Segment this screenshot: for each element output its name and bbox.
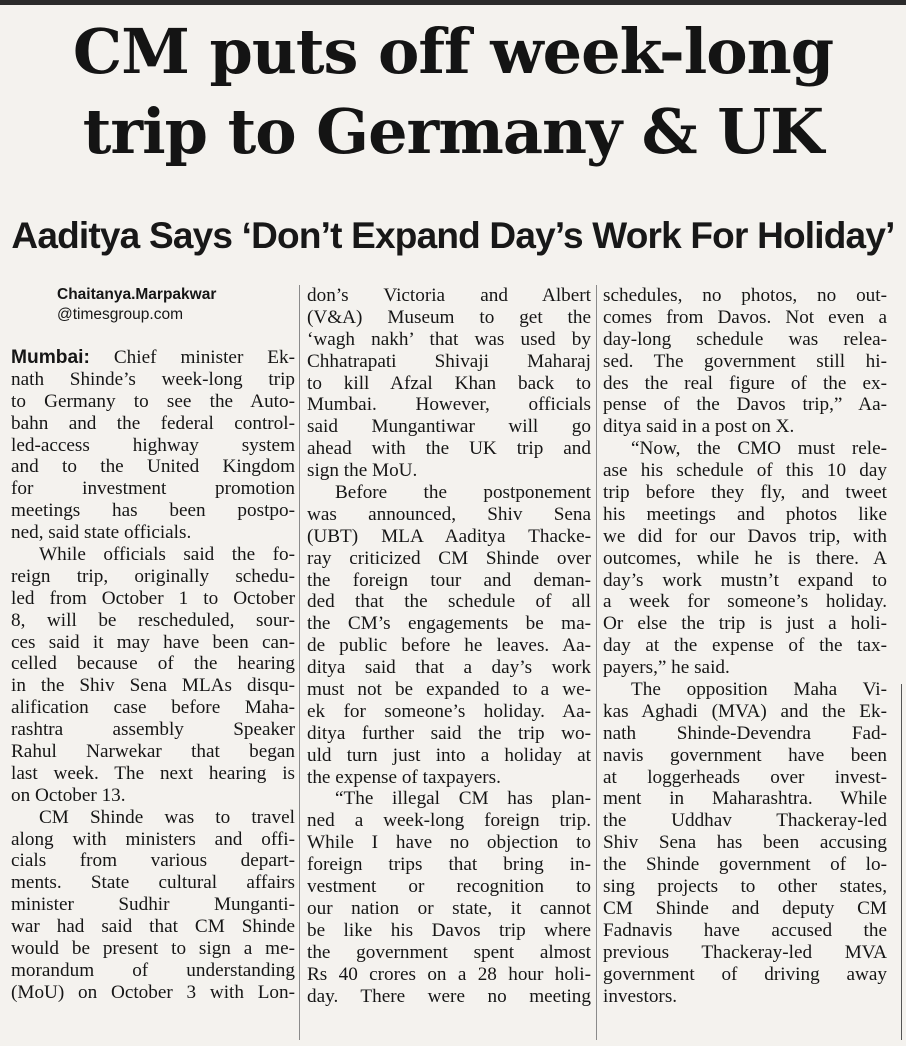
text-line [307, 986, 591, 1008]
text-line [11, 566, 295, 588]
text-line-content: day’s work mustn’t expand to [603, 569, 887, 591]
article-column-2 [307, 285, 591, 1007]
headline-line-2: trip to Germany & UK [82, 95, 824, 168]
text-line [307, 964, 591, 986]
text-line [11, 588, 295, 610]
text-line-content: outcomes, while he is there. A [603, 547, 887, 569]
text-line-content: trip before they fly, and tweet [603, 482, 887, 504]
text-line-content: ces said it may have been can- [11, 631, 295, 653]
text-line [603, 548, 887, 570]
text-line-content: vestment or recognition to [307, 876, 591, 898]
text-line-content: (V&A) Museum to get the [307, 306, 591, 328]
text-line-content: pense of the Davos trip,” Aa- [603, 394, 887, 416]
text-line-content: the Uddhav Thackeray-led [603, 810, 887, 832]
text-line [11, 500, 295, 522]
text-line [11, 413, 295, 435]
subheadline: Aaditya Says ‘Don’t Expand Day’s Work For Holiday’ [11, 215, 895, 256]
text-line [11, 719, 295, 741]
text-line [11, 938, 295, 960]
text-line [307, 657, 591, 679]
text-line [603, 745, 887, 767]
text-line-content: in the Shiv Sena MLAs disqu- [11, 675, 295, 697]
text-line [603, 438, 887, 460]
text-line-content: CM Shinde was to travel [39, 806, 295, 828]
text-line-content: day at the expense of the tax- [603, 635, 887, 657]
text-line [603, 942, 887, 964]
text-line-content: kas Aghadi (MVA) and the Ek- [603, 700, 887, 722]
text-line-content: must not be expanded to a we- [307, 679, 591, 701]
text-line [307, 745, 591, 767]
text-line-content: ment in Maharashtra. While [603, 788, 887, 810]
text-line [307, 548, 591, 570]
text-line-content: celled because of the hearing [11, 653, 295, 675]
text-line [603, 788, 887, 810]
text-line-content: Shiv Sena has been accusing [603, 832, 887, 854]
column-body [307, 285, 591, 1007]
text-line [307, 898, 591, 920]
text-line [307, 460, 591, 482]
dateline: Mumbai: [11, 347, 90, 368]
text-line [603, 679, 887, 701]
text-line [603, 285, 887, 307]
article-column-3 [603, 285, 887, 1007]
text-line-content: don’s Victoria and Albert [307, 285, 591, 306]
text-line-content: rashtra assembly Speaker [11, 719, 295, 741]
text-line [307, 635, 591, 657]
text-line-content: a week for someone’s holiday. [603, 591, 887, 613]
text-line-content: ments. State cultural affairs [11, 872, 295, 894]
text-line [603, 701, 887, 723]
text-line-content: ditya further said the trip wo- [307, 722, 591, 744]
text-line-content: war had said that CM Shinde [11, 916, 295, 938]
text-line-content: for investment promotion [11, 478, 295, 500]
text-line [307, 526, 591, 548]
text-line [603, 460, 887, 482]
text-line-content: would be present to sign a me- [11, 938, 295, 960]
text-line-content: was announced, Shiv Sena [307, 503, 591, 525]
text-line [11, 347, 295, 369]
text-line [603, 613, 887, 635]
text-line-content: previous Thackeray-led MVA [603, 941, 887, 963]
text-line [11, 894, 295, 916]
text-line-content: ray criticized CM Shinde over [307, 547, 591, 569]
text-line [307, 613, 591, 635]
text-line-content: investors. [603, 985, 678, 1007]
text-line-content: ditya said in a post on X. [603, 416, 795, 438]
text-line [603, 482, 887, 504]
text-line-content: (UBT) MLA Aaditya Thacke- [307, 525, 591, 547]
text-line-content: on October 13. [11, 784, 126, 806]
text-line-content: said Mungantiwar will go [307, 416, 591, 438]
text-line-content: uld turn just into a holiday at [307, 744, 591, 766]
text-line-content: (MoU) on October 3 with Lon- [11, 981, 295, 1003]
text-line [11, 741, 295, 763]
text-line-content: navis government have been [603, 744, 887, 766]
text-line-content: at loggerheads over invest- [603, 766, 887, 788]
text-line [11, 544, 295, 566]
text-line [11, 916, 295, 938]
text-line [307, 723, 591, 745]
text-line [307, 373, 591, 395]
text-line [307, 832, 591, 854]
text-line [603, 767, 887, 789]
text-line [307, 876, 591, 898]
text-line [307, 701, 591, 723]
text-line [11, 478, 295, 500]
column-body [11, 347, 295, 1004]
text-line-content: sed. The government still hi- [603, 350, 887, 372]
text-line [11, 435, 295, 457]
text-line-content: ned, said state officials. [11, 522, 192, 544]
text-line-content: de public before he leaves. Aa- [307, 635, 591, 657]
headline-line-1: CM puts off week-long [72, 15, 834, 88]
text-line-content: led from October 1 to October [11, 587, 295, 609]
text-line-content: Chhatrapati Shivaji Maharaj [307, 350, 591, 372]
text-line-content: “The illegal CM has plan- [335, 788, 591, 810]
text-line [11, 960, 295, 982]
text-line [603, 504, 887, 526]
text-line-content: Rs 40 crores on a 28 hour holi- [307, 963, 591, 985]
text-line [307, 504, 591, 526]
text-line [307, 920, 591, 942]
text-line-content: the foreign tour and deman- [307, 569, 591, 591]
text-line [307, 438, 591, 460]
text-line [603, 351, 887, 373]
text-line [603, 635, 887, 657]
text-line-content: government of driving away [603, 963, 887, 985]
text-line [11, 632, 295, 654]
text-line-content: to Germany to see the Auto- [11, 390, 295, 412]
text-line-content: along with ministers and offi- [11, 828, 295, 850]
text-line-content: day-long schedule was relea- [603, 328, 887, 350]
text-line [11, 697, 295, 719]
headline [0, 12, 906, 172]
text-line-content: Before the postponement [335, 482, 591, 504]
text-line [603, 570, 887, 592]
text-line [603, 329, 887, 351]
byline-email: @timesgroup.com [57, 306, 183, 323]
text-line-content: Chief minister Ek- [89, 347, 295, 368]
text-line-content: be like his Davos trip where [307, 919, 591, 941]
text-line-content: ase his schedule of this 10 day [603, 460, 887, 482]
text-line [603, 591, 887, 613]
text-line [307, 854, 591, 876]
text-line-content: ned a week-long foreign trip. [307, 810, 591, 832]
text-line [11, 872, 295, 894]
text-line [307, 307, 591, 329]
article-column-1 [11, 285, 295, 1004]
text-line [603, 854, 887, 876]
text-line [603, 416, 887, 438]
text-line [11, 391, 295, 413]
text-line [11, 653, 295, 675]
text-line [11, 456, 295, 478]
text-line-content: “Now, the CMO must rele- [631, 438, 887, 460]
text-line-content: ek for someone’s holiday. Aa- [307, 700, 591, 722]
text-line-content: While I have no objection to [307, 832, 591, 854]
text-line [11, 850, 295, 872]
text-line [603, 373, 887, 395]
text-line [307, 416, 591, 438]
text-line [603, 657, 887, 679]
text-line-content: his meetings and photos like [603, 503, 887, 525]
text-line [307, 942, 591, 964]
text-line [603, 810, 887, 832]
text-line-content: sign the MoU. [307, 460, 418, 482]
text-line-content: The opposition Maha Vi- [631, 679, 887, 701]
text-line-content: the Shinde government of lo- [603, 854, 887, 876]
text-line-content: payers,” he said. [603, 657, 730, 679]
text-line-content: Rahul Narwekar that began [11, 741, 295, 763]
text-line-content: ditya said that a day’s work [307, 657, 591, 679]
text-line-content: day. There were no meeting [307, 985, 591, 1007]
text-line [11, 829, 295, 851]
text-line-content: to kill Afzal Khan back to [307, 372, 591, 394]
text-line-content: 8, will be rescheduled, sour- [11, 609, 295, 631]
text-line-content: led-access highway system [11, 434, 295, 456]
text-line-content: ‘wagh nakh’ that was used by [307, 328, 591, 350]
text-line [603, 526, 887, 548]
text-line [603, 986, 887, 1008]
text-line-content: nath Shinde-Devendra Fad- [603, 722, 887, 744]
text-line-content: schedules, no photos, no out- [603, 285, 887, 306]
text-line-content: last week. The next hearing is [11, 762, 295, 784]
text-line-content: ded that the schedule of all [307, 591, 591, 613]
text-line-content: alification case before Maha- [11, 697, 295, 719]
text-line-content: ahead with the UK trip and [307, 438, 591, 460]
text-line [11, 763, 295, 785]
text-line-content: meetings has been postpo- [11, 500, 295, 522]
top-rule [0, 0, 906, 5]
text-line-content: our nation or state, it cannot [307, 897, 591, 919]
column-body [603, 285, 887, 1007]
text-line [307, 394, 591, 416]
text-line [603, 307, 887, 329]
text-line [11, 785, 295, 807]
text-line [307, 788, 591, 810]
text-line-content: we did for our Davos trip, with [603, 525, 887, 547]
byline-name: Chaitanya.Marpakwar [57, 286, 217, 303]
byline [11, 285, 295, 325]
text-line-content: foreign trips that bring in- [307, 854, 591, 876]
text-line-content: sing projects to other states, [603, 876, 887, 898]
text-line [307, 570, 591, 592]
text-line-content: and to the United Kingdom [11, 456, 295, 478]
text-line [307, 482, 591, 504]
text-line-content: nath Shinde’s week-long trip [11, 368, 295, 390]
text-line-content: the expense of taxpayers. [307, 766, 501, 788]
text-line [307, 351, 591, 373]
text-line [603, 832, 887, 854]
text-line [11, 807, 295, 829]
text-line-content: morandum of understanding [11, 959, 295, 981]
text-line [603, 723, 887, 745]
text-line-content: cials from various depart- [11, 850, 295, 872]
text-line [603, 964, 887, 986]
text-line [11, 610, 295, 632]
text-line [307, 285, 591, 307]
text-line [11, 522, 295, 544]
text-line [11, 369, 295, 391]
text-line [307, 767, 591, 789]
text-line [307, 591, 591, 613]
text-line [307, 329, 591, 351]
text-line-content: Fadnavis have accused the [603, 919, 887, 941]
text-line-content: the government spent almost [307, 941, 591, 963]
text-line [307, 679, 591, 701]
text-line-content: comes from Davos. Not even a [603, 306, 887, 328]
text-line-content: CM Shinde and deputy CM [603, 897, 887, 919]
text-line [307, 810, 591, 832]
text-line-content: Or else the trip is just a holi- [603, 613, 887, 635]
text-line-content: reign trip, originally schedu- [11, 565, 295, 587]
text-line [603, 898, 887, 920]
text-line [603, 920, 887, 942]
column-rule [596, 285, 597, 1040]
text-line-content: bahn and the federal control- [11, 412, 295, 434]
text-line-content: des the real figure of the ex- [603, 372, 887, 394]
text-line [603, 394, 887, 416]
text-line-content: minister Sudhir Munganti- [11, 894, 295, 916]
text-line-content: Mumbai. However, officials [307, 394, 591, 416]
box-rule [901, 684, 902, 1040]
text-line [11, 982, 295, 1004]
text-line [603, 876, 887, 898]
text-line [11, 675, 295, 697]
text-line-content: the CM’s engagements be ma- [307, 613, 591, 635]
text-line-content: While officials said the fo- [39, 544, 295, 566]
column-rule [299, 285, 300, 1040]
